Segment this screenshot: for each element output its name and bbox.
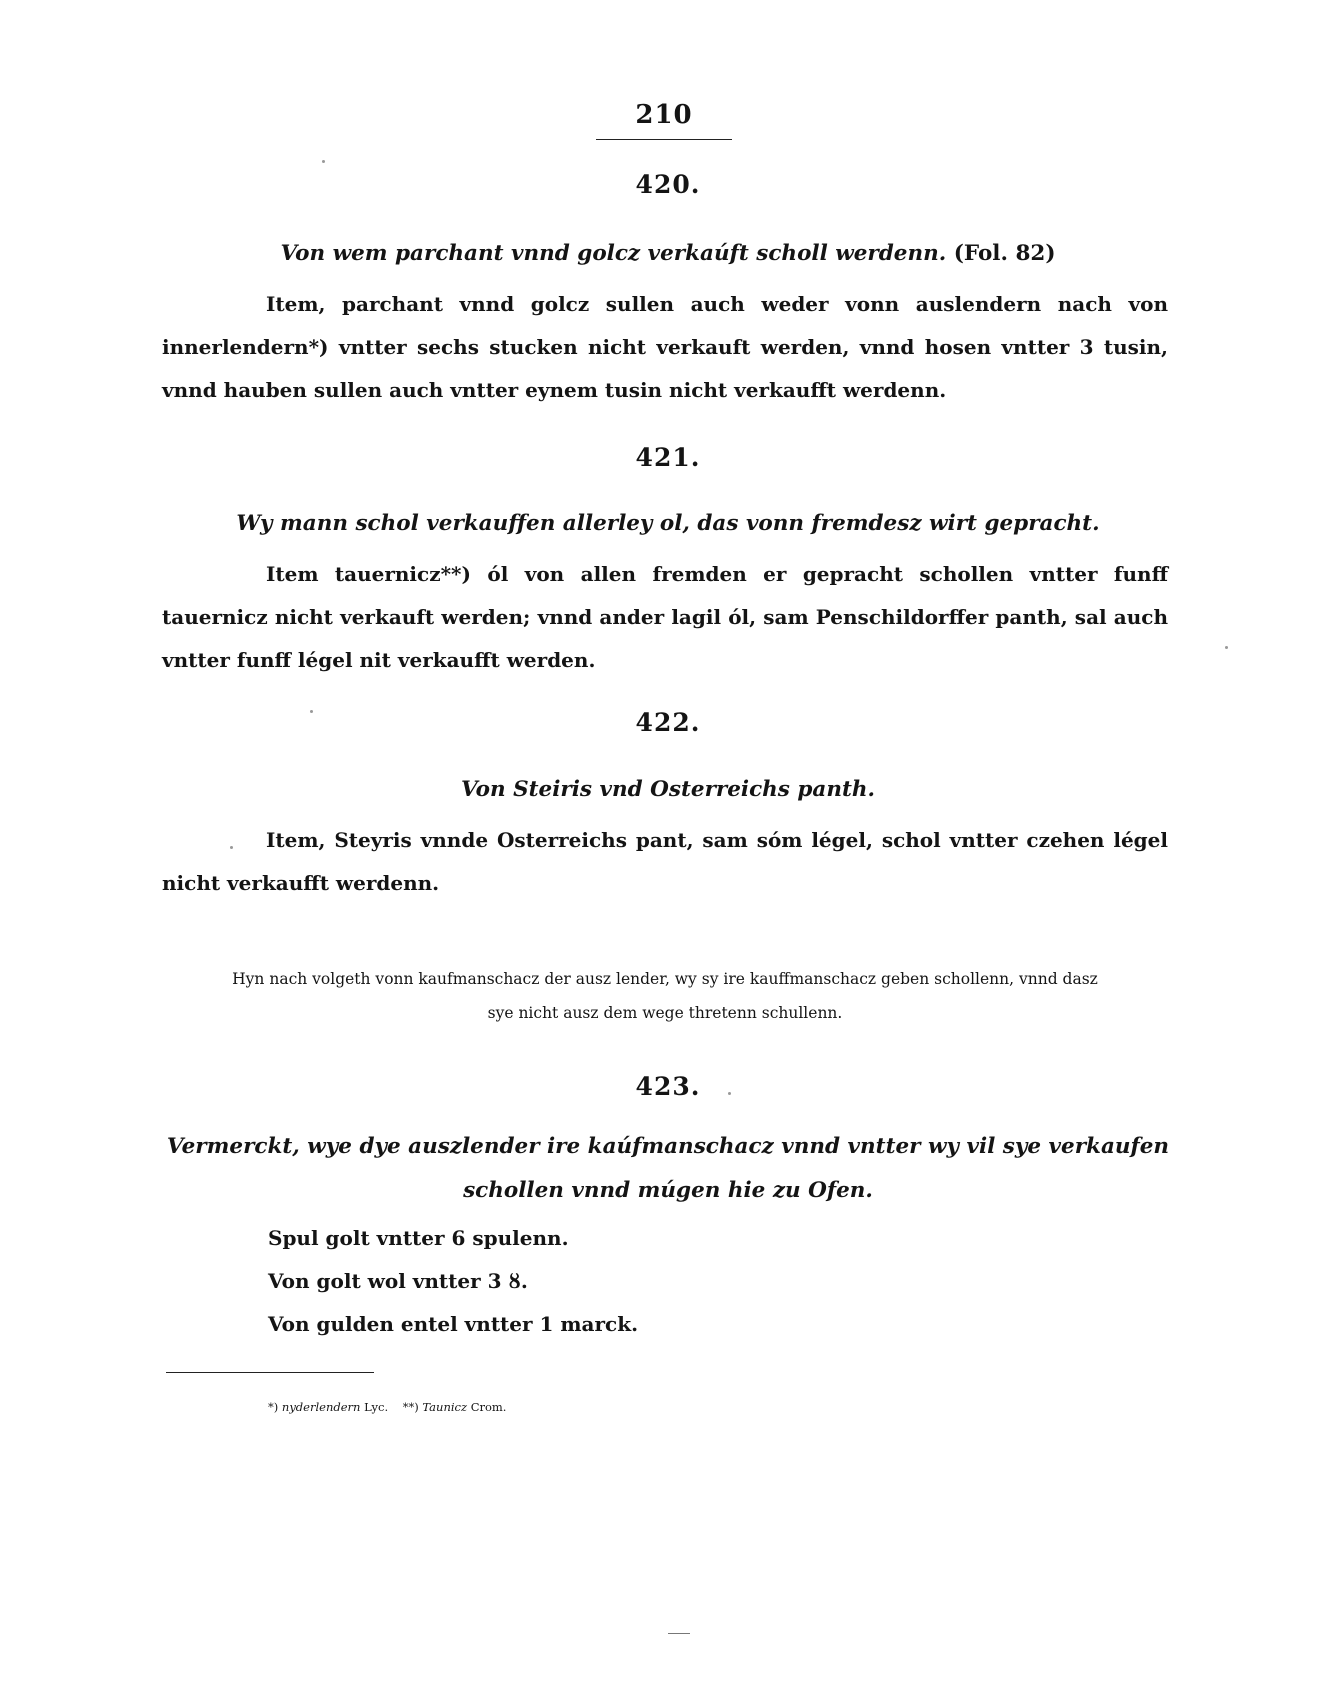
footnotes [268,1400,506,1414]
interlude-line: sye nicht ausz dem wege thretenn schullenn. [487,1004,843,1022]
footnote-source: Crom. [470,1400,507,1414]
section-title: Von Steiris vnd Osterreichs panth. [460,777,876,802]
scan-speck [322,160,325,163]
section-title-text: Von wem parchant vnnd golcz verkaúft scholl werdenn. [280,241,947,266]
section-title [160,1125,1176,1213]
section-text: Item tauernicz**) ól von allen fremden er gepracht schollen vntter funff tauernicz nicht verkauft werden; vnnd ander lagil ól, sam Penschildorffer panth, sal auch vntter funff légel nit verkaufft werden. [162,562,1168,672]
section-title-line: Vermerckt, wye dye auszlender ire kaúfmanschacz vnnd vntter wy vil sye verkaufen [166,1134,1170,1159]
footnote-variant: nyderlendern [281,1400,361,1414]
scan-speck [1225,646,1228,649]
section-number: 421. [635,443,701,472]
page-number: 210 [635,100,693,130]
footnote-source: Lyc. [364,1400,389,1414]
section-title-line: schollen vnnd múgen hie zu Ofen. [463,1178,873,1203]
scan-speck [310,710,313,713]
section-text: Item, Steyris vnnde Osterreichs pant, sam sóm légel, schol vntter czehen légel nicht verkaufft werdenn. [162,828,1168,895]
footnote-rule [166,1372,374,1373]
folio-reference: (Fol. 82) [953,241,1056,266]
section-title: Wy mann schol verkauffen allerley ol, das vonn fremdesz wirt gepracht. [236,511,1100,536]
section-number: 423. [635,1072,701,1101]
scan-speck [230,846,233,849]
list-item: Von golt wol vntter 3 ȣ. [268,1269,528,1293]
section-text: Item, parchant vnnd golcz sullen auch weder vonn auslendern nach von innerlendern*) vntter sechs stucken nicht verkauft werden, vnnd hosen vntter 3 tusin, vnnd hauben sullen auch vntter eynem tusin nicht verkaufft werdenn. [162,292,1168,402]
section-title [160,232,1176,276]
footnote-marker: *) [268,1400,279,1414]
section-number: 422. [635,708,701,737]
page-number-rule [596,139,732,140]
footnote-marker: **) [402,1400,419,1414]
section-number: 420. [635,170,701,199]
footnote-variant: Taunicz [422,1400,468,1414]
scan-speck [728,1092,731,1095]
list-item: Von gulden entel vntter 1 marck. [268,1312,639,1336]
interlude-heading [162,962,1168,1030]
interlude-line: Hyn nach volgeth vonn kaufmanschacz der ausz lender, wy sy ire kauffmanschacz geben schollenn, vnnd dasz [232,970,1098,988]
bottom-mark [668,1633,690,1634]
list-item: Spul golt vntter 6 spulenn. [268,1226,569,1250]
